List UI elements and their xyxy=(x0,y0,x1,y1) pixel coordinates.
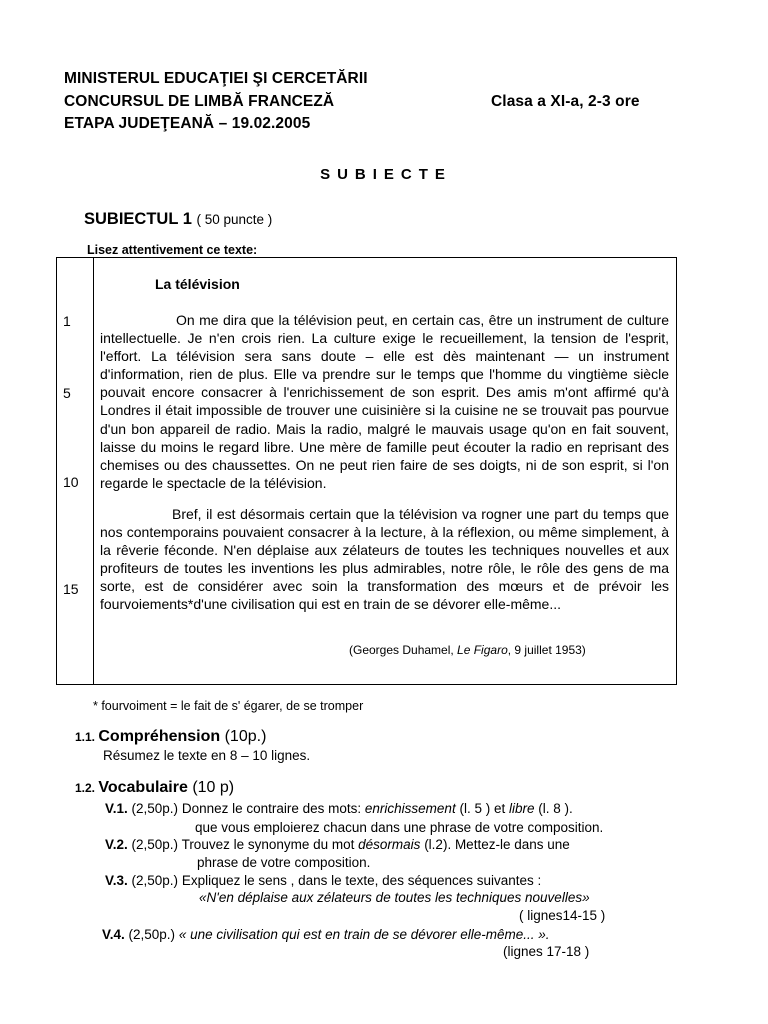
header-class: Clasa a XI-a, 2-3 ore xyxy=(491,93,640,110)
item-points: (2,50p.) xyxy=(127,873,179,888)
item-quote: « une civilisation qui est en train de se dévorer elle-même... ». xyxy=(175,927,550,942)
vocab-item-v2 xyxy=(105,837,570,852)
question-title: Vocabulaire xyxy=(98,779,188,796)
line-number: 5 xyxy=(63,385,71,401)
text-paragraph-1 xyxy=(100,311,669,492)
question-number: 1.1. xyxy=(75,730,96,744)
comprehension-task: Résumez le texte en 8 – 10 lignes. xyxy=(103,748,311,763)
vocab-item-v4 xyxy=(102,927,550,942)
paragraph-2-content: Bref, il est désormais certain que la télévision va rogner une part du temps que nos contemporains pouvaient consacrer à la lecture, à la réflexion, ou même simplement, à la rêverie féconde. N'en déplaise aux zélateurs de toutes les techniques nouvelles et aux profiteurs de toutes les inventions les plus admirables, notre rôle, le rôle des gens de ma sorte, est de considérer avec soin la transformation des mœurs et de prévoir les fourvoiements*d'une civilisation qui est en train de se dévorer elle-même... xyxy=(100,506,669,613)
line-number-divider xyxy=(93,257,94,685)
vocab-item-v1-line2: que vous emploierez chacun dans une phrase de votre composition. xyxy=(195,820,604,835)
item-text: (l. 5 ) et xyxy=(455,801,509,816)
item-points: (2,50p.) xyxy=(127,837,179,852)
paragraph-1-content: On me dira que la télévision peut, en certain cas, être un instrument de culture intellectuelle. Je n'en crois rien. La culture exige le recueillement, la tension de l'esprit, l'effort. La télévision sera sans doute – elle est dès maintenant — un instrument d'information, rien de plus. Elle va prendre sur le temps que l'homme du vingtième siècle pouvait encore consacrer à l'enrichissement de son esprit. Des amis m'ont affirmé qu'à Londres il était impossible de trouver une cuisinière si la cuisine ne se trouvait pas pourvue d'un bon appareil de radio. Mais la radio, malgré le mauvais usage qu'on en fait souvent, laisse du moins le regard libre. Une mère de famille peut écouter la radio en reprisant des chemises ou des chaussettes. On ne peut rien faire de ses doigts, ni de son esprit, si l'on regarde le spectacle de la télévision. xyxy=(100,312,669,491)
item-text: (l.2). Mettez-le dans une xyxy=(420,837,570,852)
vocab-item-v4-lines: (lignes 17-18 ) xyxy=(503,944,590,959)
text-source xyxy=(349,643,586,657)
item-text: Donnez le contraire des mots: xyxy=(178,801,365,816)
subject-points: ( 50 puncte ) xyxy=(196,212,273,227)
item-label: V.3. xyxy=(105,873,128,888)
question-points: (10p.) xyxy=(220,728,267,745)
item-points: (2,50p.) xyxy=(124,927,176,942)
item-word: libre xyxy=(508,801,535,816)
line-number: 10 xyxy=(63,474,79,490)
reading-instruction: Lisez attentivement ce texte: xyxy=(87,243,258,257)
source-date: , 9 juillet 1953) xyxy=(507,643,586,657)
item-text: Expliquez le sens , dans le texte, des séquences suivantes : xyxy=(178,873,542,888)
subject-label: SUBIECTUL 1 xyxy=(84,210,192,228)
text-paragraph-2 xyxy=(100,505,669,614)
footnote: * fourvoiment = le fait de s' égarer, de se tromper xyxy=(93,699,364,713)
question-number: 1.2. xyxy=(75,781,96,795)
question-points: (10 p) xyxy=(187,779,235,796)
header-stage: ETAPA JUDEŢEANĂ – 19.02.2005 xyxy=(64,115,311,132)
item-label: V.1. xyxy=(105,801,128,816)
vocab-item-v3-lines: ( lignes14-15 ) xyxy=(519,908,606,923)
subject-heading xyxy=(84,210,272,229)
item-label: V.2. xyxy=(105,837,128,852)
page-title: SUBIECTE xyxy=(320,166,452,183)
question-comprehension xyxy=(75,728,266,746)
source-newspaper: Le Figaro xyxy=(457,643,508,657)
header-contest: CONCURSUL DE LIMBĂ FRANCEZĂ xyxy=(64,93,335,110)
item-points: (2,50p.) xyxy=(127,801,179,816)
item-word: désormais xyxy=(358,837,421,852)
question-vocabulary xyxy=(75,779,234,797)
question-title: Compréhension xyxy=(98,728,221,745)
text-title: La télévision xyxy=(155,276,240,292)
line-number: 1 xyxy=(63,313,71,329)
item-text: (l. 8 ). xyxy=(534,801,573,816)
item-text: Trouvez le synonyme du mot xyxy=(178,837,359,852)
vocab-item-v2-line2: phrase de votre composition. xyxy=(197,855,371,870)
line-number: 15 xyxy=(63,581,79,597)
vocab-item-v1 xyxy=(105,801,573,816)
item-word: enrichissement xyxy=(364,801,456,816)
vocab-item-v3 xyxy=(105,873,541,888)
vocab-item-v3-quote: «N'en déplaise aux zélateurs de toutes les techniques nouvelles» xyxy=(199,890,590,905)
source-author: (Georges Duhamel, xyxy=(349,643,458,657)
header-ministry: MINISTERUL EDUCAŢIEI ŞI CERCETĂRII xyxy=(64,70,368,87)
item-label: V.4. xyxy=(102,927,125,942)
